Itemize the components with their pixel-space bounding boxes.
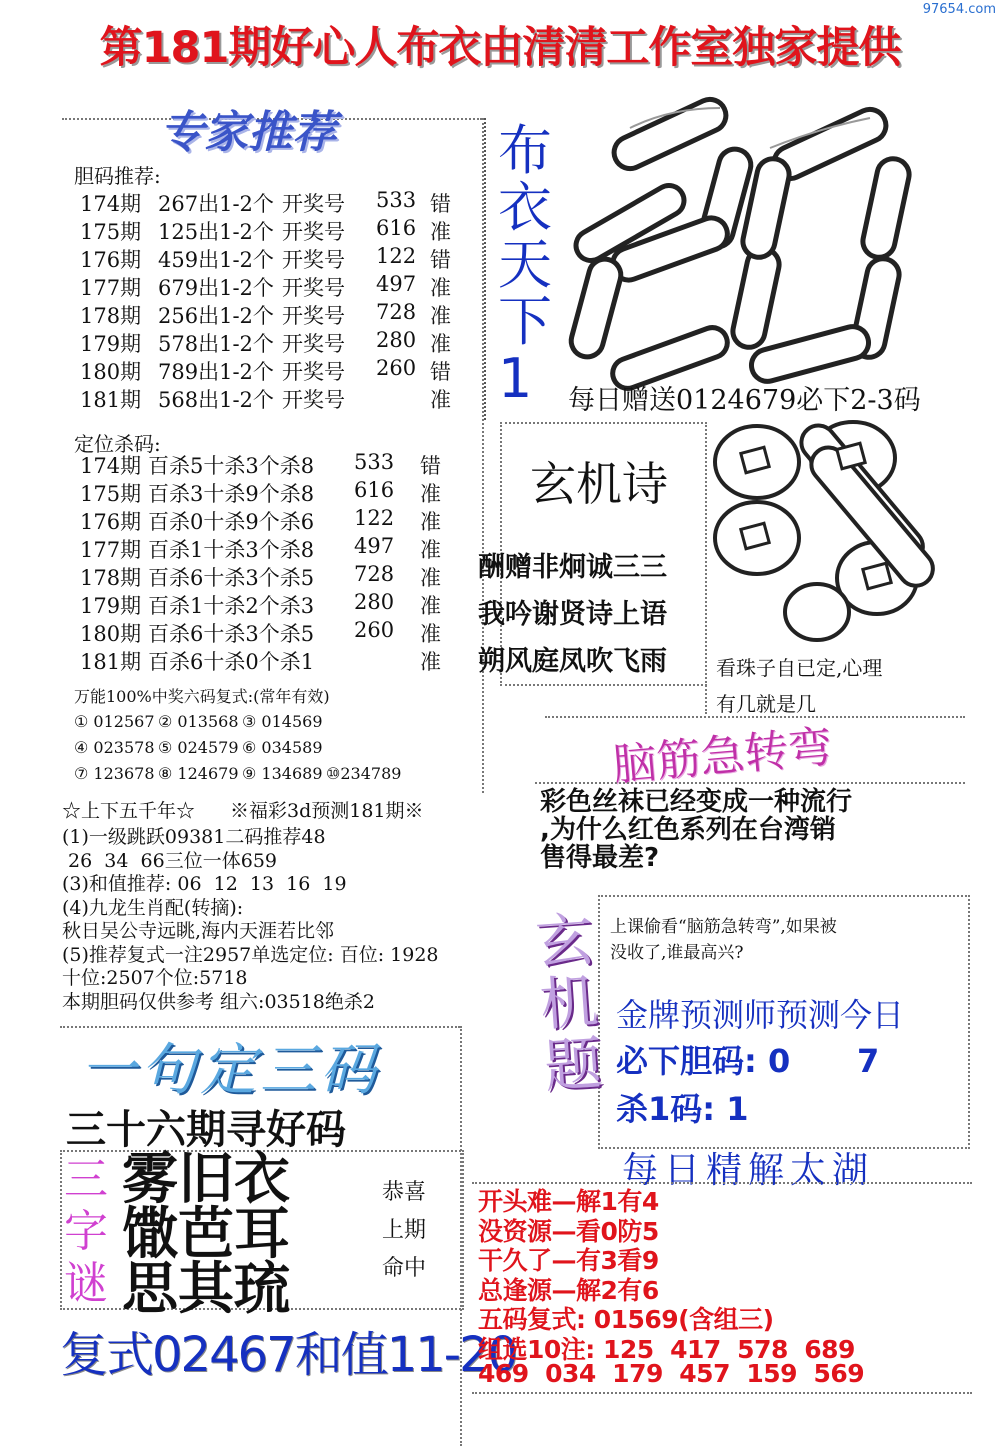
riddle-question-2: 没收了,谁最高兴? bbox=[610, 943, 744, 963]
history-line: 十位:2507个位:5718 bbox=[62, 967, 248, 989]
taihu-line: 总逢源—解2有6 bbox=[478, 1275, 659, 1305]
history-line: (1)一级跳跃09381二码推荐48 bbox=[62, 826, 326, 848]
dan-cell-res: 准 bbox=[430, 304, 451, 328]
six-code: ⑤ 024579 bbox=[158, 738, 239, 757]
kill-cell-rec: 百杀6十杀3个杀5 bbox=[148, 622, 315, 646]
beads-graphic bbox=[705, 420, 945, 650]
kill-cell-num: 280 bbox=[354, 590, 395, 614]
dan-cell-res: 错 bbox=[430, 248, 451, 272]
kill-cell-res: 准 bbox=[420, 622, 441, 646]
kill-row bbox=[80, 450, 470, 478]
brain-question-line: 彩色丝袜已经变成一种流行 bbox=[540, 787, 853, 817]
riddle-big-words bbox=[122, 1146, 290, 1322]
taihu-heading: 每日精解太湖 bbox=[622, 1150, 875, 1191]
brain-question bbox=[540, 788, 852, 872]
kill-cell-num: 260 bbox=[354, 618, 395, 642]
poem-line: 我吟谢贤诗上语 bbox=[478, 599, 667, 630]
dan-cell-period: 175期 bbox=[80, 220, 142, 244]
dan-cell-num: 260 bbox=[376, 356, 417, 380]
dan-row bbox=[80, 244, 470, 272]
kill-row bbox=[80, 646, 470, 674]
kill-row bbox=[80, 562, 470, 590]
brain-mid-border bbox=[535, 782, 965, 784]
taihu-line: 干久了—有3看9 bbox=[478, 1246, 659, 1275]
kill-cell-res: 准 bbox=[420, 650, 441, 674]
six-code: ⑩234789 bbox=[326, 764, 402, 783]
dan-cell-period: 180期 bbox=[80, 360, 142, 384]
dan-cell-res: 准 bbox=[430, 276, 451, 300]
kill-row bbox=[80, 506, 470, 534]
riddle-word-line: 雾旧衣 bbox=[122, 1146, 290, 1212]
buyi-char: 天 bbox=[498, 233, 552, 296]
riddle-char: 题 bbox=[542, 1028, 605, 1101]
dan-cell-num: 122 bbox=[376, 244, 417, 268]
dan-cell-period: 179期 bbox=[80, 332, 142, 356]
gold-forecast-line-2: 必下胆码: 0 7 bbox=[616, 1042, 880, 1080]
three-char-riddle-label bbox=[64, 1154, 108, 1310]
congrats-text bbox=[382, 1174, 426, 1288]
kill-row bbox=[80, 590, 470, 618]
poem-line: 酬赠非炯诚三三 bbox=[478, 552, 667, 583]
history-line: 本期胆码仅供参考 组六:03518绝杀2 bbox=[62, 990, 375, 1013]
congrats-line: 命中 bbox=[382, 1256, 427, 1281]
riddle-word-line: 馓芭耳 bbox=[122, 1201, 290, 1267]
site-watermark: 97654.com bbox=[922, 2, 996, 17]
kill-cell-rec: 百杀0十杀9个杀6 bbox=[148, 510, 315, 534]
kill-cell-res: 错 bbox=[420, 454, 441, 478]
kill-cell-rec: 百杀6十杀0个杀1 bbox=[148, 650, 315, 674]
kill-cell-rec: 百杀1十杀2个杀3 bbox=[148, 594, 315, 618]
dan-cell-rec: 578出1-2个 bbox=[158, 332, 274, 356]
dan-cell-label: 开奖号 bbox=[282, 304, 345, 328]
side-char: 三 bbox=[64, 1154, 108, 1205]
gold-forecast-line-3: 杀1码: 1 bbox=[616, 1090, 749, 1128]
dan-cell-rec: 459出1-2个 bbox=[158, 248, 274, 272]
kill-cell-res: 准 bbox=[420, 482, 441, 506]
riddle-word-line: 思其琉 bbox=[122, 1256, 290, 1322]
kill-cell-num: 728 bbox=[354, 562, 395, 586]
history-line: 秋日吴公寺远眺,海内天涯若比邻 bbox=[62, 920, 335, 942]
kill-cell-period: 177期 bbox=[80, 538, 142, 562]
brain-heading: 脑筋急转弯 bbox=[610, 721, 835, 792]
daily-gift: 每日赠送0124679必下2-3码 bbox=[568, 385, 921, 416]
gold-forecast-line-1: 金牌预测师预测今日 bbox=[616, 996, 905, 1034]
dan-cell-res: 准 bbox=[430, 388, 451, 412]
six-code: ⑥ 034589 bbox=[242, 738, 323, 757]
dan-row bbox=[80, 216, 470, 244]
kill-row bbox=[80, 478, 470, 506]
kill-cell-res: 准 bbox=[420, 594, 441, 618]
dan-cell-rec: 568出1-2个 bbox=[158, 388, 274, 412]
buyi-char: 下 bbox=[498, 290, 552, 353]
poem-lines bbox=[478, 544, 667, 685]
dan-cell-label: 开奖号 bbox=[282, 220, 345, 244]
riddle-question-1: 上课偷看“脑筋急转弯”,如果被 bbox=[610, 917, 837, 937]
dan-cell-rec: 679出1-2个 bbox=[158, 276, 274, 300]
history-head-left: ☆上下五千年☆ bbox=[62, 800, 196, 822]
taihu-line: 469 034 179 457 159 569 bbox=[478, 1359, 865, 1388]
kill-cell-period: 180期 bbox=[80, 622, 142, 646]
taihu-line: 五码复式: 01569(含组三) bbox=[478, 1305, 774, 1334]
kill-cell-period: 179期 bbox=[80, 594, 142, 618]
dan-row bbox=[80, 272, 470, 300]
riddle-vertical-text bbox=[533, 905, 605, 1101]
dan-cell-label: 开奖号 bbox=[282, 360, 345, 384]
kill-cell-res: 准 bbox=[420, 538, 441, 562]
kill-cell-period: 181期 bbox=[80, 650, 142, 674]
history-line: (5)推荐复式一注2957单选定位: 百位: 1928 bbox=[62, 943, 439, 966]
buyi-char: 1 bbox=[498, 347, 533, 410]
brain-question-line: ,为什么红色系列在台湾销 bbox=[540, 815, 836, 845]
dan-row bbox=[80, 328, 470, 356]
dan-cell-label: 开奖号 bbox=[282, 332, 345, 356]
taihu-line: 组选10注: 125 417 578 689 bbox=[478, 1334, 855, 1364]
kill-cell-rec: 百杀5十杀3个杀8 bbox=[148, 454, 315, 478]
page-title: 第181期好心人布衣由清清工作室独家提供 bbox=[99, 23, 901, 73]
kill-cell-rec: 百杀6十杀3个杀5 bbox=[148, 566, 315, 590]
poem-heading: 玄机诗 bbox=[530, 457, 668, 511]
expert-heading: 专家推荐 bbox=[160, 107, 336, 158]
dan-cell-rec: 125出1-2个 bbox=[158, 220, 274, 244]
kill-cell-period: 174期 bbox=[80, 454, 142, 478]
kill-cell-rec: 百杀1十杀3个杀8 bbox=[148, 538, 315, 562]
dan-cell-period: 174期 bbox=[80, 192, 142, 216]
kill-cell-num: 122 bbox=[354, 506, 395, 530]
side-char: 谜 bbox=[64, 1258, 108, 1309]
six-code: ③ 014569 bbox=[242, 712, 323, 731]
dan-row bbox=[80, 188, 470, 216]
kill-cell-period: 176期 bbox=[80, 510, 142, 534]
six-code: ⑧ 124679 bbox=[158, 764, 239, 783]
taihu-line: 没资源—看0防5 bbox=[478, 1216, 659, 1246]
dan-cell-label: 开奖号 bbox=[282, 248, 345, 272]
buyi-char: 衣 bbox=[498, 176, 552, 239]
dan-cell-period: 181期 bbox=[80, 388, 142, 412]
six-code: ⑨ 134689 bbox=[242, 764, 323, 783]
dan-row bbox=[80, 384, 470, 412]
congrats-line: 上期 bbox=[382, 1218, 427, 1243]
six-title: 万能100%中奖六码复式:(常年有效) bbox=[74, 687, 330, 706]
poem-line: 朔风庭凤吹飞雨 bbox=[478, 646, 667, 677]
six-code: ② 013568 bbox=[158, 712, 239, 731]
buyi-left-border bbox=[484, 118, 486, 420]
brain-question-line: 售得最差? bbox=[540, 843, 660, 873]
kill-row bbox=[80, 534, 470, 562]
congrats-line: 恭喜 bbox=[382, 1180, 427, 1205]
taihu-bottom-border bbox=[472, 1392, 972, 1394]
onesent-subtitle: 三十六期寻好码 bbox=[66, 1107, 346, 1153]
beads-caption-1: 看珠子自已定,心理 bbox=[716, 656, 883, 680]
dan-cell-rec: 789出1-2个 bbox=[158, 360, 274, 384]
kill-cell-rec: 百杀3十杀9个杀8 bbox=[148, 482, 315, 506]
history-line: 26 34 66三位一体659 bbox=[62, 849, 277, 872]
history-line: (3)和值推荐: 06 12 13 16 19 bbox=[62, 873, 347, 895]
fushi-summary: 复式02467和值11-20 bbox=[60, 1327, 517, 1383]
dan-cell-period: 177期 bbox=[80, 276, 142, 300]
kill-row bbox=[80, 618, 470, 646]
kill-cell-res: 准 bbox=[420, 510, 441, 534]
dan-cell-period: 176期 bbox=[80, 248, 142, 272]
dan-row bbox=[80, 300, 470, 328]
dan-row bbox=[80, 356, 470, 384]
riddle-char: 玄 bbox=[533, 905, 596, 978]
kill-title: 定位杀码: bbox=[74, 432, 161, 456]
history-head-right: ※福彩3d预测181期※ bbox=[230, 800, 424, 822]
dan-cell-num: 728 bbox=[376, 300, 417, 324]
dan-cell-res: 准 bbox=[430, 220, 451, 244]
six-code: ⑦ 123678 bbox=[74, 764, 155, 783]
kill-cell-period: 175期 bbox=[80, 482, 142, 506]
dan-cell-res: 准 bbox=[430, 332, 451, 356]
kill-cell-num: 533 bbox=[354, 450, 395, 474]
buyi-char: 布 bbox=[498, 119, 552, 182]
kill-cell-num: 497 bbox=[354, 534, 395, 558]
dan-cell-label: 开奖号 bbox=[282, 388, 345, 412]
onesent-heading: 一句定三码 bbox=[80, 1038, 380, 1103]
kill-cell-res: 准 bbox=[420, 566, 441, 590]
six-code: ① 012567 bbox=[74, 712, 155, 731]
dan-cell-label: 开奖号 bbox=[282, 192, 345, 216]
six-code: ④ 023578 bbox=[74, 738, 155, 757]
side-char: 字 bbox=[64, 1206, 108, 1257]
big-number-20-graphic bbox=[570, 88, 950, 378]
dan-cell-num: 497 bbox=[376, 272, 417, 296]
kill-cell-period: 178期 bbox=[80, 566, 142, 590]
taihu-line: 开头难—解1有4 bbox=[478, 1187, 659, 1216]
dan-cell-num: 533 bbox=[376, 188, 417, 212]
beads-caption-2: 有几就是几 bbox=[716, 692, 816, 716]
history-line: (4)九龙生肖配(转摘): bbox=[62, 896, 244, 919]
dan-title: 胆码推荐: bbox=[74, 164, 161, 188]
dan-cell-num: 616 bbox=[376, 216, 417, 240]
dan-cell-label: 开奖号 bbox=[282, 276, 345, 300]
dan-cell-res: 错 bbox=[430, 192, 451, 216]
kill-cell-num: 616 bbox=[354, 478, 395, 502]
dan-cell-rec: 256出1-2个 bbox=[158, 304, 274, 328]
riddle-char: 机 bbox=[537, 967, 601, 1039]
dan-cell-rec: 267出1-2个 bbox=[158, 192, 274, 216]
dan-cell-period: 178期 bbox=[80, 304, 142, 328]
dan-cell-res: 错 bbox=[430, 360, 451, 384]
dan-cell-num: 280 bbox=[376, 328, 417, 352]
